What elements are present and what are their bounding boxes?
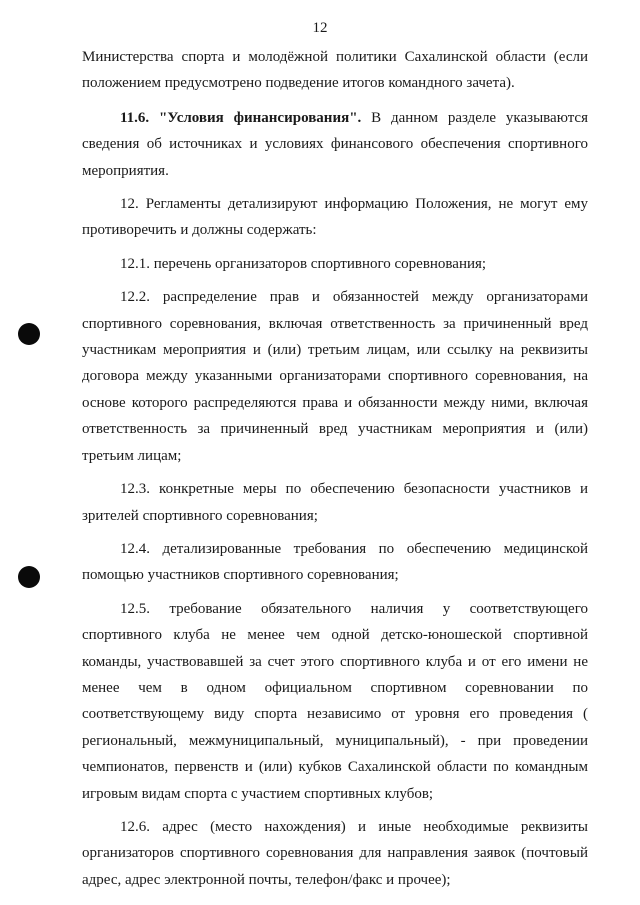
page-number: 12 (312, 20, 328, 36)
paragraph-12-1: 12.1. перечень организаторов спортивного соревнования; (120, 255, 487, 272)
paragraph-11-6-text: В данном разделе указываются сведения об источниках и условиях финансового обеспечения спортивного мероприятия. (82, 109, 588, 179)
paragraph-12-6: 12.6. адрес (место нахождения) и иные необходимые реквизиты организаторов спортивного соревнования для направления заявок (почтовый адрес, адрес электронной почты, телефон/факс и прочее); (82, 818, 588, 888)
paragraph-12: 12. Регламенты детализируют информацию Положения, не могут ему противоречить и должны содержать: (82, 196, 588, 239)
punch-hole-mark (18, 566, 40, 588)
punch-hole-mark (18, 323, 40, 345)
paragraph-12-3: 12.3. конкретные меры по обеспечению безопасности участников и зрителей спортивного соревнования; (82, 481, 588, 524)
paragraph-12-4: 12.4. детализированные требования по обеспечению медицинской помощью участников спортивного соревнования; (82, 540, 588, 584)
section-title-financing: 11.6. "Условия финансирования". (120, 109, 362, 126)
paragraph-12-2: 12.2. распределение прав и обязанностей между организаторами спортивного соревнования, включая ответственность за причиненный вред участникам мероприятия и (или) третьим лицам, или ссылку на реквизиты договора между указанными организаторами спортивного соревнования, на основе которого распределяются права и обязанности между ними, включая ответственность за причиненный вред участникам мероприятия и (или) третьим лицам; (82, 289, 588, 464)
paragraph-continuation: Министерства спорта и молодёжной политики Сахалинской области (если положением предусмотрено подведение итогов командного зачета). (82, 49, 588, 92)
paragraph-11-6 (82, 105, 588, 184)
paragraph-12-5: 12.5. требование обязательного наличия у соответствующего спортивного клуба не менее чем одной детско-юношеской спортивной команды, участвовавшей за счет этого спортивного клуба и от его имени не менее чем в одном официальном спортивном соревновании по соответствующему виду спорта независимо от уровня его проведения ( региональный, межмуниципальный, муниципальный), - при проведении чемпионатов, первенств и (или) кубков Сахалинской области по командным игровым видам спорта с участием спортивных клубов; (82, 600, 588, 802)
document-body (82, 44, 588, 893)
